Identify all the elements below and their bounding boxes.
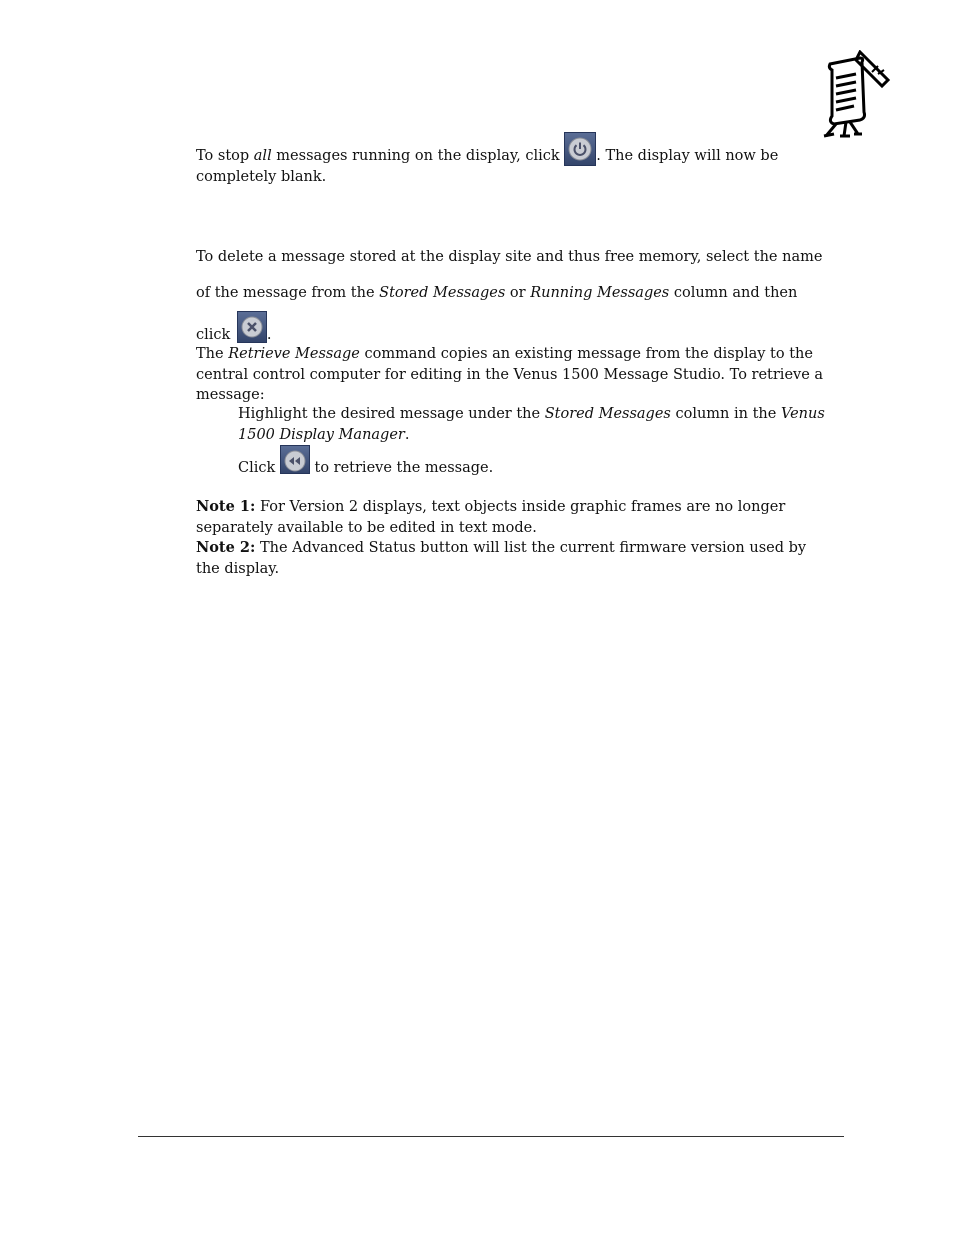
- stop-all-italic: all: [253, 148, 272, 164]
- footer-divider: [138, 1136, 844, 1137]
- stop-all-text-before: To stop: [196, 148, 254, 164]
- stop-all-text-after: . The display will now be completely blank.: [196, 148, 779, 185]
- delete-italic-running: Running Messages: [530, 285, 670, 301]
- step1-text-end: .: [404, 426, 410, 443]
- power-button-image: [564, 132, 596, 166]
- power-icon: [568, 137, 592, 161]
- delete-text-mid: or: [505, 285, 531, 301]
- note1-label: Note 1:: [196, 498, 256, 515]
- step2-text-after: to retrieve the message.: [309, 460, 494, 476]
- stop-all-text-mid: messages running on the display, click: [271, 148, 565, 164]
- retrieve-paragraph: [196, 344, 826, 406]
- scroll-pen-icon: [820, 50, 894, 140]
- step-click-retrieve: [238, 445, 828, 484]
- delete-paragraph: [196, 239, 826, 353]
- rewind-icon: [284, 450, 306, 472]
- step1-text-before: Highlight the desired message under the: [238, 406, 545, 422]
- document-logo: [820, 50, 894, 140]
- note-1: [196, 497, 826, 538]
- delete-text-end: .: [266, 327, 272, 343]
- step1-text-mid: column in the: [670, 406, 781, 422]
- retrieve-text-before: The: [196, 346, 229, 362]
- note2-label: Note 2:: [196, 539, 256, 556]
- delete-italic-stored: Stored Messages: [379, 285, 506, 301]
- retrieve-italic: Retrieve Message: [228, 346, 360, 362]
- stop-all-paragraph: [196, 132, 826, 187]
- step1-italic-stored: Stored Messages: [544, 406, 671, 422]
- retrieve-text-after: command copies an existing message from the display to the central control computer for editing in the Venus 1500 Message Studio. To retrieve a message:: [196, 346, 824, 403]
- delete-text-before: To delete a message stored at the display site and thus free memory, select the name of the message from the: [196, 249, 823, 301]
- note-2: [196, 538, 826, 579]
- step2-text-before: Click: [238, 460, 280, 476]
- step1-italic-manager: Venus 1500 Display Manager: [238, 406, 825, 443]
- delete-text-after: column and then click: [196, 285, 798, 343]
- retrieve-button-image: [280, 445, 310, 474]
- note1-text: For Version 2 displays, text objects inside graphic frames are no longer separately available to be edited in text mode.: [196, 499, 786, 536]
- delete-button-image: [237, 311, 267, 343]
- step-highlight-message: [238, 404, 828, 445]
- delete-x-icon: [241, 316, 263, 338]
- note2-text: The Advanced Status button will list the current firmware version used by the display.: [196, 540, 807, 577]
